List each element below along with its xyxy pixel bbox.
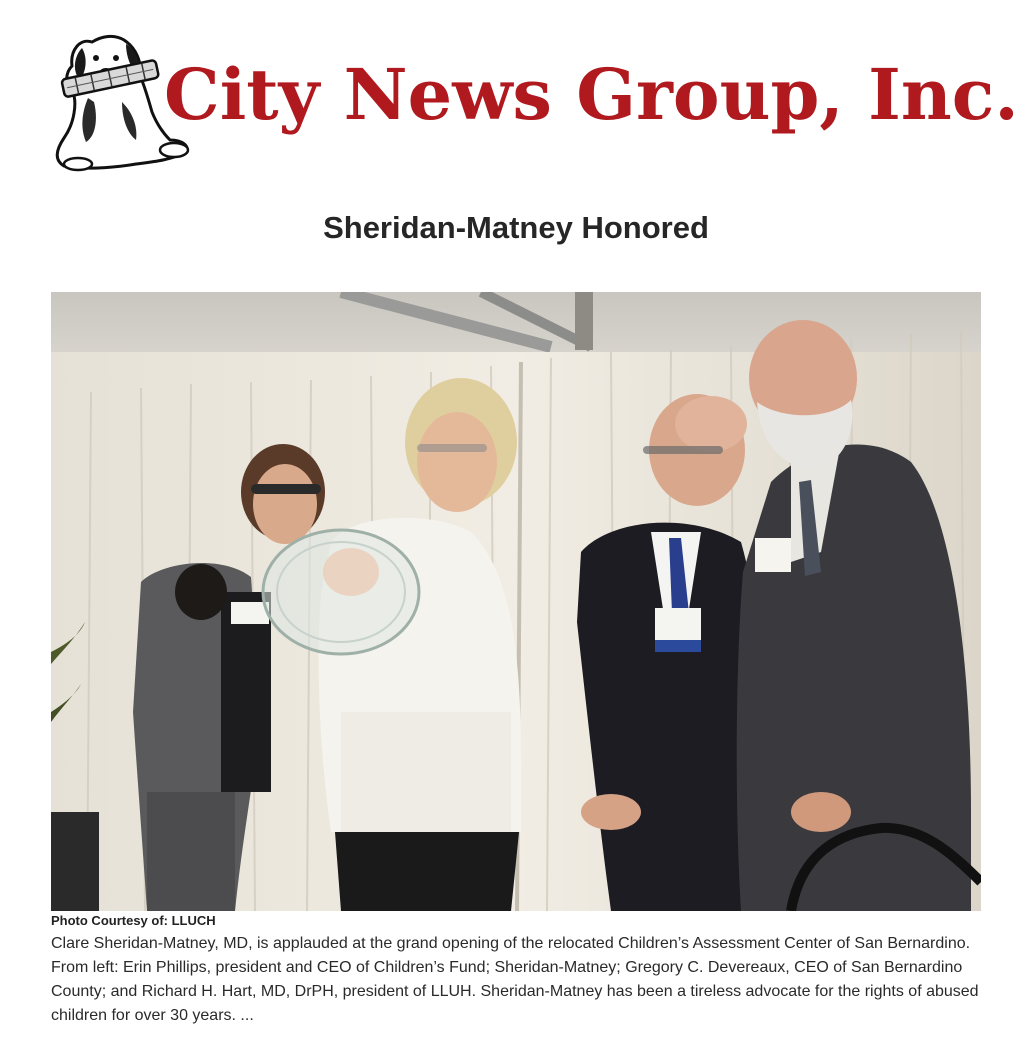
award-ceremony-photo — [51, 292, 981, 911]
masthead — [52, 28, 1019, 174]
brand-name[interactable]: City News Group, Inc. — [164, 53, 1019, 136]
photo-credit: Photo Courtesy of: LLUCH — [51, 913, 216, 928]
photo-caption: Clare Sheridan-Matney, MD, is applauded at the grand opening of the relocated Children’s Assessment Center of San Bernardino. From left: Erin Phillips, president and CEO of Children’s Fund; Sheridan-Matney; Gregory C. Devereaux, CEO of San Bernardino County; and Richard H. Hart, MD, DrPH, president of LLUH. Sheridan-Matney has been a tireless advocate for the rights of abused children for over 30 years. ... — [51, 935, 979, 1024]
article-title: Sheridan-Matney Honored — [323, 210, 709, 245]
